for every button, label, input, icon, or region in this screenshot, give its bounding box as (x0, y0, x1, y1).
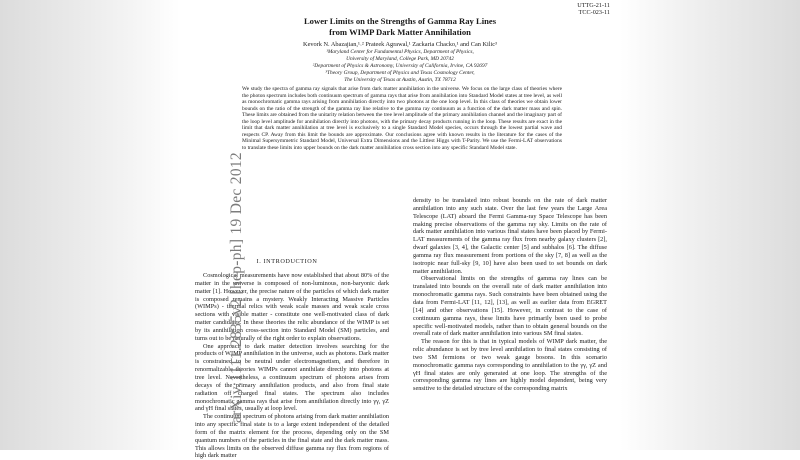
paper-title (182, 16, 618, 37)
abstract: We study the spectra of gamma ray signals that arise from dark matter annihilation in the universe. We focus on the large class of theories where the photon spectrum includes both continuum spectrum of gamma rays that arise from annihilation into Standard Model states at tree level, as well as monochromatic gamma rays arising from annihilation directly into two photons at the one loop level. In this class of theories we obtain lower bounds on the ratio of the strength of the gamma ray line relative to the gamma ray continuum as a function of the dark matter mass and spin. These limits are obtained from the unitarity relation between the tree level amplitude of the primary annihilation channel and the imaginary part of the loop level amplitude for annihilation directly into photons, with the primary decay products running in the loop. These results are exact in the limit that dark matter annihilation at tree level is exclusively to a single Standard Model species, occurs through the lowest partial wave and respects CP. Away from this limit the bounds are approximate. Our conclusions agree with known results in the literature for the cases of the Minimal Supersymmetric Standard Model, Universal Extra Dimensions and the Littlest Higgs with T-Parity. We use the Fermi-LAT observations to translate these limits into upper bounds on the dark matter annihilation cross section into any specific Standard Model state. (242, 86, 562, 151)
body-paragraph: The continuum spectrum of photons arising from dark matter annihilation into any specific final state is to a large extent independent of the detailed form of the matrix element for the process, depending only on the SM quantum numbers of the particles in the final state and the dark matter mass. This allows limits on the observed diffuse gamma ray flux from regions of high dark matter (195, 413, 389, 460)
affiliation-line: ¹Maryland Center for Fundamental Physics, Department of Physics, (326, 49, 474, 55)
report-number: UTTG-21-11 (577, 2, 610, 9)
section-heading: I. INTRODUCTION (256, 258, 318, 265)
body-paragraph: density to be translated into robust bounds on the rate of dark matter annihilation into any such state. Over the last few years the Large Area Telescope (LAT) aboard the Fermi Gamma-ray Space Telescope has been making precise observations of the gamma ray sky. Limits on the rate of dark matter annihilation into various final states have been placed by Fermi-LAT measurements of the gamma ray flux from nearby galaxy clusters [2], dwarf galaxies [3, 4], the Galactic center [5] and subhalos [6]. The diffuse gamma ray flux measurement from portions of the sky [7, 8] as well as the isotropic near full-sky [9, 10] have also been used to set bounds on dark matter annihilation. (413, 197, 607, 275)
author-list: Kevork N. Abazajian,¹˒² Prateek Agrawal,¹ Zackaria Chacko,¹ and Can Kilic³ (303, 41, 497, 48)
affiliation-line: ³Theory Group, Department of Physics and Texas Cosmology Center, (325, 70, 475, 76)
left-column (195, 272, 389, 460)
body-paragraph: Cosmological measurements have now established that about 80% of the matter in the universe is composed of non-luminous, non-baryonic dark matter [1]. However, the precise nature of the particles of which dark matter is composed remains a mystery. Weakly Interacting Massive Particles (WIMPs) - thermal relics with weak scale masses and weak scale cross sections with visible matter - constitute one well-motivated class of dark matter candidates. In these theories the relic abundance of the WIMP is set by its annihilation cross-section into Standard Model (SM) particles, and turns out to be naturally of the right order to explain observations. (195, 272, 389, 342)
paper-page (182, 0, 618, 460)
title-line: from WIMP Dark Matter Annihilation (329, 26, 471, 37)
report-numbers (577, 2, 610, 16)
affiliation-line: The University of Texas at Austin, Austin, TX 78712 (344, 77, 456, 83)
affiliations (182, 49, 618, 84)
body-paragraph: One approach to dark matter detection involves searching for the products of WIMP annihilation in the universe, such as photons. Dark matter is constrained to be neutral under electromagnetism, and therefore in renormalizable theories WIMPs cannot annihilate directly into photons at tree level. Nevertheless, a continuum spectrum of photons arises from decays of the primary annihilation products, and also from final state radiation off charged final states. The spectrum also includes monochromatic gamma rays that arise from annihilation directly into γγ, γZ and γH final states, usually at loop level. (195, 342, 389, 413)
left-margin-backdrop (0, 0, 180, 450)
arxiv-identifier-stamp: arXiv:1111.2835v2 [hep-ph] 19 Dec 2012 (228, 152, 245, 423)
title-line: Lower Limits on the Strengths of Gamma Ray Lines (303, 16, 497, 26)
body-paragraph: The reason for this is that in typical models of WIMP dark matter, the relic abundance is set by tree level annihilation to final states consisting of two SM fermions or two weak gauge bosons. In this scenario monochromatic gamma rays corresponding to annihilation to the γγ, γZ and γH final states are only generated at one loop. The strengths of the corresponding gamma ray lines are highly model dependent, being very sensitive to the detailed structure of the corresponding matrix (413, 338, 607, 393)
right-margin-backdrop (620, 0, 800, 450)
affiliation-line: ²Department of Physics & Astronomy, University of California, Irvine, CA 92697 (312, 63, 488, 69)
right-column (413, 197, 607, 393)
affiliation-line: University of Maryland, College Park, MD 20742 (346, 56, 454, 62)
body-paragraph: Observational limits on the strengths of gamma ray lines can be translated into bounds on the overall rate of dark matter annihilation into monochromatic gamma rays. Such constraints have been obtained using the data from Fermi-LAT [11, 12], [13], as well as earlier data from EGRET [14] and other observations [15]. However, in contrast to the case of continuum gamma rays, these limits have primarily been used to probe specific well-motivated models, rather than to obtain general bounds on the overall rate of dark matter annihilation into various SM final states. (413, 275, 607, 338)
report-number: TCC-023-11 (578, 9, 610, 16)
